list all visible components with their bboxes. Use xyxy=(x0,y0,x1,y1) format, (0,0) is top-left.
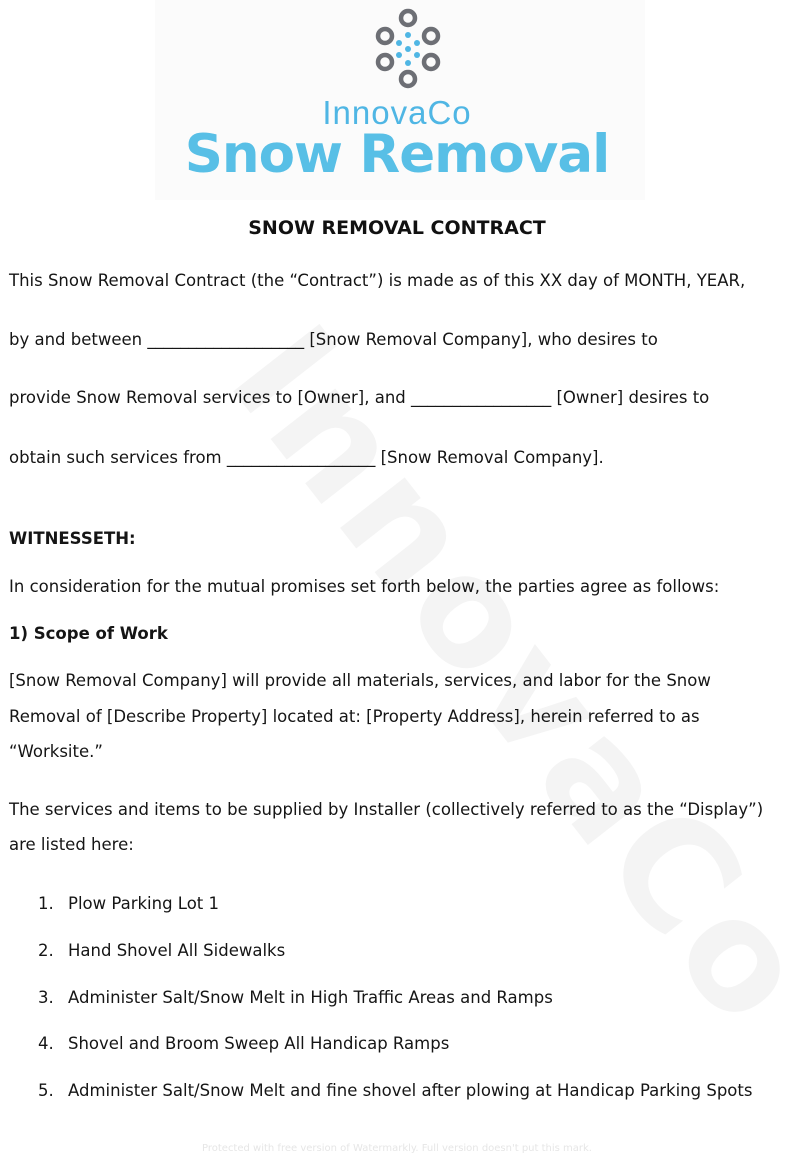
list-item xyxy=(38,894,219,913)
intro-line: obtain such services from __________________ [Snow Removal Company]. xyxy=(9,448,604,467)
services-line: are listed here: xyxy=(9,835,134,854)
consideration-text: In consideration for the mutual promises set forth below, the parties agree as follows: xyxy=(9,577,720,596)
scope-line: “Worksite.” xyxy=(9,742,103,761)
logo-outer-circle xyxy=(424,29,438,43)
brand-tagline: Snow Removal xyxy=(184,124,610,185)
intro-line: This Snow Removal Contract (the “Contract”) is made as of this XX day of MONTH, YEAR, xyxy=(9,271,746,290)
logo-inner-dot xyxy=(414,52,420,58)
watermark-footer-note: Protected with free version of Watermarkly. Full version doesn't put this mark. xyxy=(202,1143,592,1154)
snowflake-logo-icon xyxy=(368,6,448,90)
witnesseth-heading: WITNESSETH: xyxy=(9,529,136,548)
list-item xyxy=(38,1081,752,1100)
logo-outer-circle xyxy=(424,55,438,69)
logo-outer-circle xyxy=(378,29,392,43)
logo-inner-dot xyxy=(396,52,402,58)
list-item-number: 2. xyxy=(38,941,54,960)
list-item xyxy=(38,1034,449,1053)
list-item xyxy=(38,988,553,1007)
logo-inner-dot xyxy=(396,40,402,46)
logo-inner-dot xyxy=(405,32,411,38)
list-item-text: Administer Salt/Snow Melt in High Traffic Areas and Ramps xyxy=(68,988,553,1007)
list-item-number: 3. xyxy=(38,988,54,1007)
scope-line: Removal of [Describe Property] located at: [Property Address], herein referred to as xyxy=(9,707,700,726)
services-line: The services and items to be supplied by Installer (collectively referred to as the “Display”) xyxy=(9,800,764,819)
list-item-text: Hand Shovel All Sidewalks xyxy=(68,941,286,960)
list-item-number: 4. xyxy=(38,1034,54,1053)
scope-line: [Snow Removal Company] will provide all materials, services, and labor for the Snow xyxy=(9,671,711,690)
list-item-text: Plow Parking Lot 1 xyxy=(68,894,219,913)
logo-inner-dot xyxy=(414,40,420,46)
list-item xyxy=(38,941,285,960)
logo-outer-circle xyxy=(401,72,415,86)
list-item-number: 5. xyxy=(38,1081,54,1100)
logo-inner-dot xyxy=(405,60,411,66)
logo-outer-circle xyxy=(401,11,415,25)
list-item-text: Administer Salt/Snow Melt and fine shovel after plowing at Handicap Parking Spots xyxy=(68,1081,753,1100)
section-heading-scope: 1) Scope of Work xyxy=(9,624,168,643)
logo-outer-circle xyxy=(378,55,392,69)
brand-name: InnovaCo xyxy=(322,94,472,131)
logo-inner-dot xyxy=(405,46,411,52)
list-item-text: Shovel and Broom Sweep All Handicap Ramps xyxy=(68,1034,450,1053)
intro-line: provide Snow Removal services to [Owner], and _________________ [Owner] desires to xyxy=(9,388,710,407)
intro-line: by and between ___________________ [Snow Removal Company], who desires to xyxy=(9,330,658,349)
document-title: SNOW REMOVAL CONTRACT xyxy=(248,217,546,239)
list-item-number: 1. xyxy=(38,894,54,913)
